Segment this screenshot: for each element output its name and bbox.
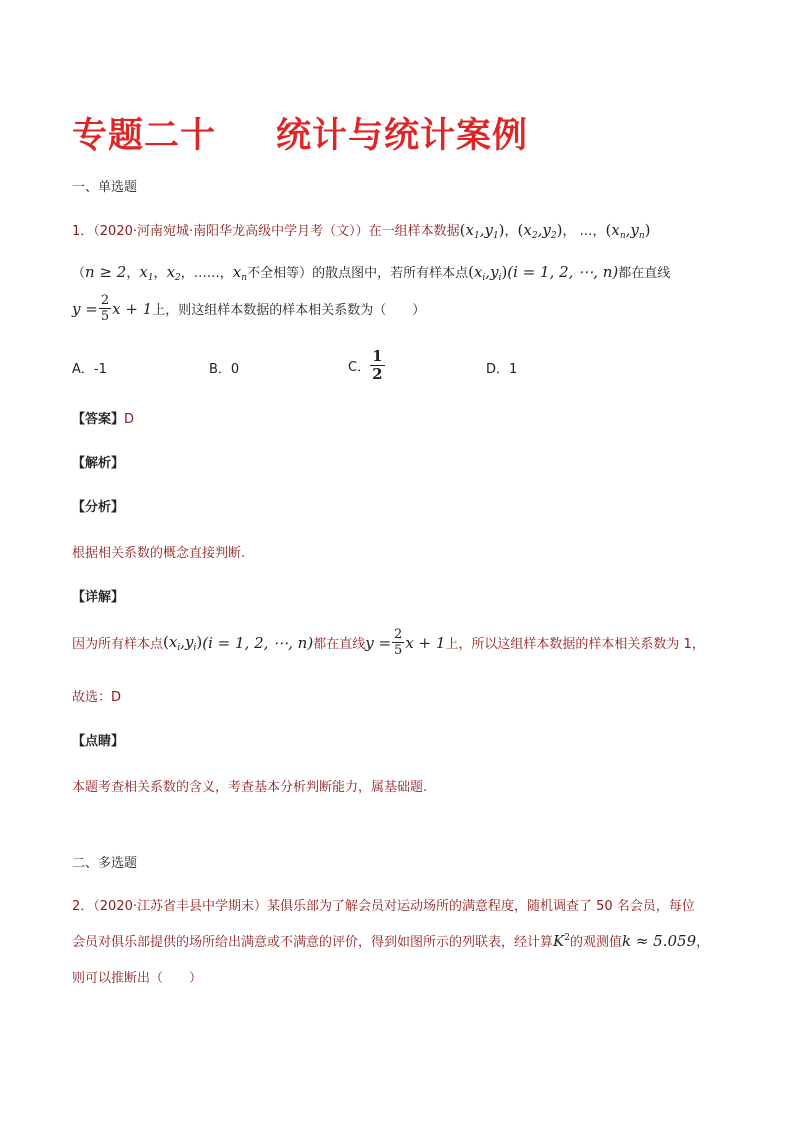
dianjing-text: 本题考查相关系数的含义，考查基本分析判断能力，属基础题. bbox=[72, 780, 428, 795]
section-heading-multiple-choice: 二、多选题 bbox=[72, 856, 138, 871]
option-a: A．-1 bbox=[72, 362, 107, 377]
question-2-line-3: 则可以推断出（ ） bbox=[72, 971, 203, 986]
section-heading-single-choice: 一、单选题 bbox=[72, 180, 138, 195]
xiangjie-line: 因为所有样本点 $(x_i,y_i)$ (i = 1, 2, ⋯, n) 都在直线 y = $\frac{2}{5}$ x + 1 上，所以这组样本数据的样本相关系数为 1， bbox=[72, 627, 705, 658]
xiangjie-label: 【详解】 bbox=[72, 590, 125, 605]
math-x2y2: $(x_2,y_2)$ bbox=[517, 221, 563, 241]
math-xnyn: $(x_n,y_n)$ bbox=[605, 221, 651, 241]
page-title bbox=[72, 108, 528, 158]
question-1-line-2: （n ≥ 2，$x_1$，$x_2$，……，$x_n$不全相等）的散点图中，若所有样本点$(x_i,y_i)(i = 1$, 2, ⋯, n)都在直线 bbox=[72, 263, 671, 283]
option-b: B．0 bbox=[209, 362, 240, 377]
fraction-two-fifths: $\frac{2}{5}$ bbox=[100, 293, 110, 324]
fraction-two-fifths: $\frac{2}{5}$ bbox=[394, 627, 403, 658]
option-d: D．1 bbox=[486, 362, 518, 377]
title-part2: 统计与统计案例 bbox=[276, 116, 529, 156]
question-1-line-1: 1．（2020·河南宛城·南阳华龙高级中学月考（文））在一组样本数据$(x_1,y_1)$，$(x_2,y_2)$， …，$(x_n,y_n)$ bbox=[72, 221, 651, 241]
option-c: C． 1 2 bbox=[348, 347, 383, 383]
question-2-line-1: 2．（2020·江苏省丰县中学期末）某俱乐部为了解会员对运动场所的满意程度，随机调查了 50 名会员，每位 bbox=[72, 899, 695, 914]
answer-line: 【答案】D bbox=[72, 412, 135, 427]
answer-value: D bbox=[124, 412, 135, 427]
dianjing-label: 【点睛】 bbox=[72, 734, 125, 749]
question-2-line-2: 会员对俱乐部提供的场所给出满意或不满意的评价，得到如图所示的列联表，经计算$K^2$的观测值k ≈ 5.059， bbox=[72, 932, 710, 950]
fraction-one-half: 1 2 bbox=[372, 347, 383, 383]
choose-answer: 故选：D bbox=[72, 690, 122, 705]
question-1-line-3: y = $\frac{2}{5}$ x + 1 上，则这组样本数据的样本相关系数为（ ） bbox=[72, 293, 426, 324]
analysis-label: 【解析】 bbox=[72, 456, 125, 471]
fenxi-label: 【分析】 bbox=[72, 500, 125, 515]
fenxi-text: 根据相关系数的概念直接判断. bbox=[72, 546, 246, 561]
math-n-condition: n ≥ 2 bbox=[85, 263, 127, 281]
question-1-source: 1．（2020·河南宛城·南阳华龙高级中学月考（文））在一组样本数据 bbox=[72, 224, 460, 239]
math-index-range: (i = 1, 2, ⋯, n) bbox=[507, 263, 619, 281]
math-x1y1: $(x_1,y_1)$ bbox=[459, 221, 505, 241]
title-part1: 专题二十 bbox=[72, 116, 217, 156]
